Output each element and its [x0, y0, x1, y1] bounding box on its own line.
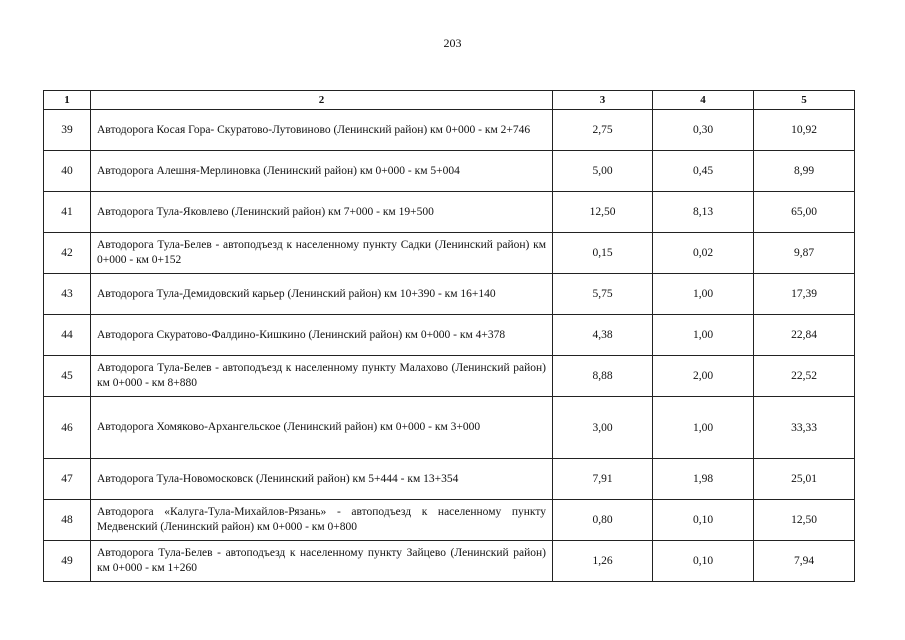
- road-description: Автодорога Тула-Белев - автоподъезд к населенному пункту Зайцево (Ленинский район) км 0+000 - км 1+260: [91, 541, 553, 582]
- value-col-4: 1,98: [653, 459, 754, 500]
- header-col-1: 1: [44, 91, 91, 110]
- value-col-4: 0,10: [653, 541, 754, 582]
- value-col-5: 12,50: [754, 500, 855, 541]
- row-number: 48: [44, 500, 91, 541]
- row-number: 46: [44, 397, 91, 459]
- value-col-3: 7,91: [553, 459, 653, 500]
- road-description: Автодорога Тула-Белев - автоподъезд к населенному пункту Садки (Ленинский район) км 0+000 - км 0+152: [91, 233, 553, 274]
- road-description: Автодорога Алешня-Мерлиновка (Ленинский район) км 0+000 - км 5+004: [91, 151, 553, 192]
- page-number: 203: [443, 36, 462, 50]
- table-row: [44, 500, 855, 541]
- value-col-5: 22,52: [754, 356, 855, 397]
- header-col-5: 5: [754, 91, 855, 110]
- value-col-3: 1,26: [553, 541, 653, 582]
- value-col-3: 5,75: [553, 274, 653, 315]
- value-col-5: 8,99: [754, 151, 855, 192]
- header-col-4: 4: [653, 91, 754, 110]
- row-number: 42: [44, 233, 91, 274]
- value-col-5: 33,33: [754, 397, 855, 459]
- value-col-5: 10,92: [754, 110, 855, 151]
- header-col-2: 2: [91, 91, 553, 110]
- value-col-4: 8,13: [653, 192, 754, 233]
- value-col-5: 25,01: [754, 459, 855, 500]
- road-description: Автодорога Косая Гора- Скуратово-Лутовиново (Ленинский район) км 0+000 - км 2+746: [91, 110, 553, 151]
- value-col-4: 0,30: [653, 110, 754, 151]
- table-row: [44, 233, 855, 274]
- table-row: [44, 274, 855, 315]
- table-row: [44, 356, 855, 397]
- value-col-5: 65,00: [754, 192, 855, 233]
- value-col-3: 8,88: [553, 356, 653, 397]
- row-number: 39: [44, 110, 91, 151]
- header-row: [44, 91, 855, 110]
- value-col-4: 0,45: [653, 151, 754, 192]
- value-col-3: 2,75: [553, 110, 653, 151]
- value-col-5: 7,94: [754, 541, 855, 582]
- header-col-3: 3: [553, 91, 653, 110]
- row-number: 44: [44, 315, 91, 356]
- value-col-3: 0,80: [553, 500, 653, 541]
- table-row: [44, 459, 855, 500]
- road-description: Автодорога Хомяково-Архангельское (Ленинский район) км 0+000 - км 3+000: [91, 397, 553, 459]
- value-col-4: 1,00: [653, 315, 754, 356]
- road-description: Автодорога «Калуга-Тула-Михайлов-Рязань» - автоподъезд к населенному пункту Медвенский (Ленинский район) км 0+000 - км 0+800: [91, 500, 553, 541]
- value-col-4: 2,00: [653, 356, 754, 397]
- road-description: Автодорога Тула-Белев - автоподъезд к населенному пункту Малахово (Ленинский район) км 0+000 - км 8+880: [91, 356, 553, 397]
- value-col-4: 1,00: [653, 397, 754, 459]
- row-number: 43: [44, 274, 91, 315]
- road-description: Автодорога Скуратово-Фалдино-Кишкино (Ленинский район) км 0+000 - км 4+378: [91, 315, 553, 356]
- value-col-3: 0,15: [553, 233, 653, 274]
- row-number: 40: [44, 151, 91, 192]
- value-col-5: 22,84: [754, 315, 855, 356]
- road-description: Автодорога Тула-Яковлево (Ленинский район) км 7+000 - км 19+500: [91, 192, 553, 233]
- value-col-3: 3,00: [553, 397, 653, 459]
- row-number: 49: [44, 541, 91, 582]
- value-col-3: 5,00: [553, 151, 653, 192]
- row-number: 47: [44, 459, 91, 500]
- value-col-5: 9,87: [754, 233, 855, 274]
- table-row: [44, 397, 855, 459]
- value-col-4: 0,10: [653, 500, 754, 541]
- road-table: [43, 90, 855, 582]
- value-col-4: 1,00: [653, 274, 754, 315]
- table-row: [44, 151, 855, 192]
- row-number: 45: [44, 356, 91, 397]
- table-row: [44, 541, 855, 582]
- row-number: 41: [44, 192, 91, 233]
- road-description: Автодорога Тула-Новомосковск (Ленинский район) км 5+444 - км 13+354: [91, 459, 553, 500]
- value-col-5: 17,39: [754, 274, 855, 315]
- table-row: [44, 192, 855, 233]
- road-description: Автодорога Тула-Демидовский карьер (Ленинский район) км 10+390 - км 16+140: [91, 274, 553, 315]
- table-row: [44, 110, 855, 151]
- value-col-3: 12,50: [553, 192, 653, 233]
- value-col-4: 0,02: [653, 233, 754, 274]
- table-row: [44, 315, 855, 356]
- value-col-3: 4,38: [553, 315, 653, 356]
